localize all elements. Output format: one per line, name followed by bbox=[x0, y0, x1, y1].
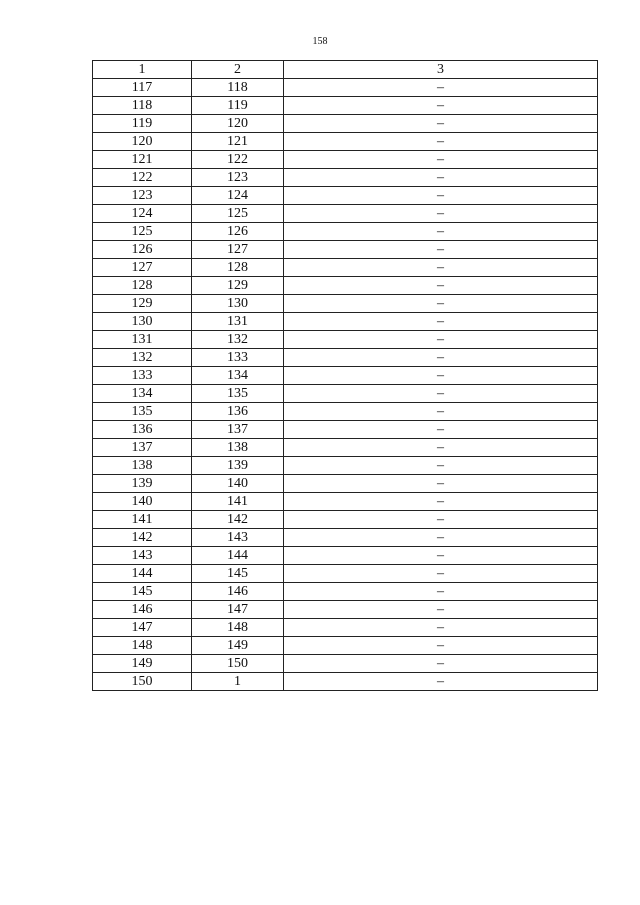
table-cell-col-1: 127 bbox=[93, 259, 192, 277]
table-row bbox=[93, 331, 598, 349]
table-cell-col-1: 142 bbox=[93, 529, 192, 547]
table-cell-col-1: 132 bbox=[93, 349, 192, 367]
table-cell-col-3: – bbox=[284, 493, 598, 511]
table-cell-col-3: – bbox=[284, 403, 598, 421]
table-row bbox=[93, 493, 598, 511]
table-cell-col-3: – bbox=[284, 259, 598, 277]
table-cell-col-2: 139 bbox=[192, 457, 284, 475]
table-cell-col-3: – bbox=[284, 133, 598, 151]
table-row bbox=[93, 223, 598, 241]
table-cell-col-1: 145 bbox=[93, 583, 192, 601]
table-cell-col-3: – bbox=[284, 673, 598, 691]
table-cell-col-1: 135 bbox=[93, 403, 192, 421]
table-cell-col-1: 150 bbox=[93, 673, 192, 691]
table-cell-col-1: 141 bbox=[93, 511, 192, 529]
table-cell-col-2: 119 bbox=[192, 97, 284, 115]
column-header-2: 2 bbox=[192, 61, 284, 79]
table-cell-col-3: – bbox=[284, 241, 598, 259]
table-cell-col-2: 127 bbox=[192, 241, 284, 259]
table-cell-col-1: 134 bbox=[93, 385, 192, 403]
table-cell-col-3: – bbox=[284, 277, 598, 295]
table-row bbox=[93, 673, 598, 691]
table-row bbox=[93, 655, 598, 673]
table-cell-col-2: 124 bbox=[192, 187, 284, 205]
table-cell-col-1: 146 bbox=[93, 601, 192, 619]
table-row bbox=[93, 187, 598, 205]
table-cell-col-2: 143 bbox=[192, 529, 284, 547]
table-row bbox=[93, 313, 598, 331]
data-table bbox=[92, 60, 598, 691]
table-row bbox=[93, 583, 598, 601]
table-row bbox=[93, 619, 598, 637]
table-cell-col-1: 121 bbox=[93, 151, 192, 169]
table-cell-col-1: 131 bbox=[93, 331, 192, 349]
table-cell-col-3: – bbox=[284, 655, 598, 673]
table-cell-col-2: 148 bbox=[192, 619, 284, 637]
table-header bbox=[93, 61, 598, 79]
table-cell-col-1: 138 bbox=[93, 457, 192, 475]
table-row bbox=[93, 457, 598, 475]
header-row bbox=[93, 61, 598, 79]
table-cell-col-1: 129 bbox=[93, 295, 192, 313]
table-cell-col-2: 141 bbox=[192, 493, 284, 511]
table-cell-col-1: 122 bbox=[93, 169, 192, 187]
table-cell-col-2: 129 bbox=[192, 277, 284, 295]
table-cell-col-3: – bbox=[284, 601, 598, 619]
table-cell-col-1: 147 bbox=[93, 619, 192, 637]
table-row bbox=[93, 439, 598, 457]
table-cell-col-2: 130 bbox=[192, 295, 284, 313]
table-cell-col-3: – bbox=[284, 331, 598, 349]
table-cell-col-1: 124 bbox=[93, 205, 192, 223]
table-cell-col-1: 125 bbox=[93, 223, 192, 241]
table-row bbox=[93, 79, 598, 97]
table-cell-col-1: 143 bbox=[93, 547, 192, 565]
table-row bbox=[93, 385, 598, 403]
table-cell-col-2: 126 bbox=[192, 223, 284, 241]
table-cell-col-3: – bbox=[284, 547, 598, 565]
table-cell-col-2: 149 bbox=[192, 637, 284, 655]
table-cell-col-2: 140 bbox=[192, 475, 284, 493]
table-cell-col-2: 137 bbox=[192, 421, 284, 439]
table-row bbox=[93, 277, 598, 295]
table-cell-col-1: 149 bbox=[93, 655, 192, 673]
table-cell-col-1: 119 bbox=[93, 115, 192, 133]
table-cell-col-3: – bbox=[284, 511, 598, 529]
column-header-3: 3 bbox=[284, 61, 598, 79]
table-row bbox=[93, 349, 598, 367]
table-cell-col-2: 138 bbox=[192, 439, 284, 457]
table-cell-col-1: 126 bbox=[93, 241, 192, 259]
table-cell-col-1: 140 bbox=[93, 493, 192, 511]
table-cell-col-2: 136 bbox=[192, 403, 284, 421]
page-number: 158 bbox=[312, 36, 328, 47]
table-cell-col-1: 120 bbox=[93, 133, 192, 151]
table-row bbox=[93, 565, 598, 583]
table-cell-col-2: 146 bbox=[192, 583, 284, 601]
table-cell-col-2: 134 bbox=[192, 367, 284, 385]
table-cell-col-1: 144 bbox=[93, 565, 192, 583]
table-cell-col-2: 120 bbox=[192, 115, 284, 133]
table-cell-col-2: 122 bbox=[192, 151, 284, 169]
table-cell-col-3: – bbox=[284, 619, 598, 637]
table-row bbox=[93, 421, 598, 439]
table-cell-col-3: – bbox=[284, 439, 598, 457]
table-cell-col-2: 135 bbox=[192, 385, 284, 403]
table-cell-col-2: 147 bbox=[192, 601, 284, 619]
table-row bbox=[93, 259, 598, 277]
table-cell-col-2: 118 bbox=[192, 79, 284, 97]
table-cell-col-2: 123 bbox=[192, 169, 284, 187]
table-row bbox=[93, 133, 598, 151]
table-cell-col-2: 121 bbox=[192, 133, 284, 151]
table-cell-col-2: 125 bbox=[192, 205, 284, 223]
table-cell-col-1: 139 bbox=[93, 475, 192, 493]
table-cell-col-1: 117 bbox=[93, 79, 192, 97]
table-cell-col-3: – bbox=[284, 637, 598, 655]
table-cell-col-1: 123 bbox=[93, 187, 192, 205]
column-header-1: 1 bbox=[93, 61, 192, 79]
table-cell-col-3: – bbox=[284, 313, 598, 331]
table-cell-col-3: – bbox=[284, 421, 598, 439]
table-cell-col-2: 145 bbox=[192, 565, 284, 583]
table-cell-col-3: – bbox=[284, 529, 598, 547]
table-cell-col-3: – bbox=[284, 349, 598, 367]
table-cell-col-2: 131 bbox=[192, 313, 284, 331]
table-cell-col-1: 128 bbox=[93, 277, 192, 295]
table-row bbox=[93, 547, 598, 565]
table-cell-col-3: – bbox=[284, 295, 598, 313]
table-row bbox=[93, 115, 598, 133]
table-row bbox=[93, 403, 598, 421]
table-cell-col-3: – bbox=[284, 169, 598, 187]
table-row bbox=[93, 637, 598, 655]
table-cell-col-1: 130 bbox=[93, 313, 192, 331]
table-row bbox=[93, 529, 598, 547]
table-row bbox=[93, 241, 598, 259]
table-cell-col-3: – bbox=[284, 475, 598, 493]
table-cell-col-2: 1 bbox=[192, 673, 284, 691]
table-cell-col-3: – bbox=[284, 565, 598, 583]
table-row bbox=[93, 475, 598, 493]
table-cell-col-3: – bbox=[284, 583, 598, 601]
table-cell-col-3: – bbox=[284, 79, 598, 97]
table-cell-col-2: 142 bbox=[192, 511, 284, 529]
table-cell-col-3: – bbox=[284, 457, 598, 475]
table-cell-col-1: 133 bbox=[93, 367, 192, 385]
table-cell-col-1: 137 bbox=[93, 439, 192, 457]
table-row bbox=[93, 601, 598, 619]
table-body bbox=[93, 79, 598, 691]
table-cell-col-2: 133 bbox=[192, 349, 284, 367]
table-cell-col-2: 128 bbox=[192, 259, 284, 277]
table-cell-col-1: 136 bbox=[93, 421, 192, 439]
table-cell-col-3: – bbox=[284, 97, 598, 115]
table-cell-col-1: 148 bbox=[93, 637, 192, 655]
table-cell-col-3: – bbox=[284, 187, 598, 205]
table-row bbox=[93, 295, 598, 313]
table-cell-col-2: 132 bbox=[192, 331, 284, 349]
table-row bbox=[93, 151, 598, 169]
table-row bbox=[93, 169, 598, 187]
table-cell-col-2: 144 bbox=[192, 547, 284, 565]
table-cell-col-3: – bbox=[284, 115, 598, 133]
table-cell-col-3: – bbox=[284, 205, 598, 223]
table-row bbox=[93, 367, 598, 385]
table-row bbox=[93, 511, 598, 529]
table-cell-col-3: – bbox=[284, 223, 598, 241]
table-cell-col-1: 118 bbox=[93, 97, 192, 115]
table-cell-col-3: – bbox=[284, 385, 598, 403]
table-cell-col-2: 150 bbox=[192, 655, 284, 673]
table-cell-col-3: – bbox=[284, 367, 598, 385]
table-row bbox=[93, 97, 598, 115]
table-row bbox=[93, 205, 598, 223]
table-cell-col-3: – bbox=[284, 151, 598, 169]
